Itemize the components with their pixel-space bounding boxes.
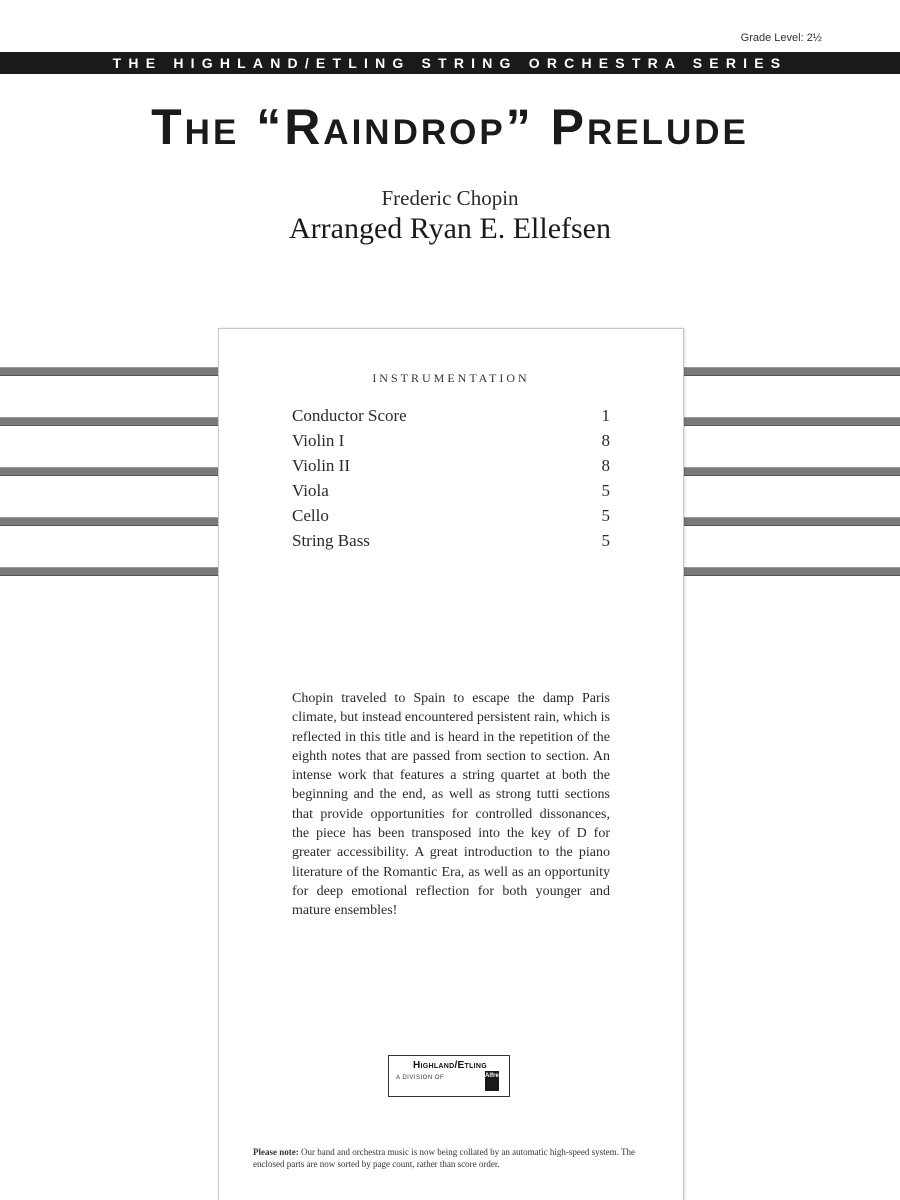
decorative-stripe: [0, 367, 218, 376]
note-text: Our band and orchestra music is now being collated by an automatic high-speed system. The enclosed parts are now sorted by page count, rather than score order.: [253, 1147, 635, 1169]
decorative-stripe: [684, 467, 900, 476]
decorative-stripe: [0, 567, 218, 576]
decorative-stripe: [684, 567, 900, 576]
note-label: Please note:: [253, 1147, 299, 1157]
instrumentation-heading: INSTRUMENTATION: [372, 371, 530, 385]
logo-wordmark: Highland/Etling: [412, 1060, 488, 1071]
piece-description: Chopin traveled to Spain to escape the damp Paris climate, but instead encountered persistent rain, which is reflected in this title and is heard in the repetition of the eighth notes that are passed from section to section. An intense work that features a string quartet at both the beginning and the end, as well as strong tutti sections that provide opportunities for controlled dissonances, the piece has been transposed into the key of D for greater accessibility. A great introduction to the piano literature of the Romantic Era, as well as an opportunity for deep emotional reflection for both younger and mature ensembles!: [292, 691, 610, 919]
decorative-stripe: [684, 517, 900, 526]
series-banner: THE HIGHLAND/ETLING STRING ORCHESTRA SERIES: [0, 52, 900, 74]
list-item: [292, 478, 610, 503]
list-item: [292, 528, 610, 553]
collation-note: [253, 1147, 653, 1170]
page-title: The “Raindrop” Prelude: [151, 99, 749, 155]
logo-subtitle: A DIVISION OF: [396, 1075, 445, 1081]
list-item: [292, 453, 610, 478]
decorative-stripe: [684, 417, 900, 426]
composer-name: Frederic Chopin: [381, 186, 519, 210]
publisher-logo: [388, 1055, 512, 1099]
instrument-count: 8: [601, 456, 610, 475]
instrument-count: 5: [601, 531, 610, 550]
decorative-stripe: [0, 467, 218, 476]
instrumentation-list: [292, 403, 610, 553]
instrument-name: Violin II: [292, 456, 350, 475]
instrument-count: 5: [601, 506, 610, 525]
instrument-name: Cello: [292, 506, 329, 525]
decorative-stripe: [0, 417, 218, 426]
arranger-name: Arranged Ryan E. Ellefsen: [288, 212, 612, 245]
instrument-name: String Bass: [292, 531, 370, 550]
grade-level: Grade Level: 2½: [740, 32, 822, 44]
decorative-stripe: [684, 367, 900, 376]
decorative-stripe: [0, 517, 218, 526]
instrument-count: 5: [601, 481, 610, 500]
instrument-count: 8: [601, 431, 610, 450]
instrument-name: Violin I: [292, 431, 345, 450]
list-item: [292, 503, 610, 528]
list-item: [292, 403, 610, 428]
list-item: [292, 428, 610, 453]
instrument-name: Conductor Score: [292, 406, 407, 425]
alfred-icon: Alfred: [485, 1071, 499, 1091]
instrument-count: 1: [601, 406, 610, 425]
instrument-name: Viola: [292, 481, 329, 500]
